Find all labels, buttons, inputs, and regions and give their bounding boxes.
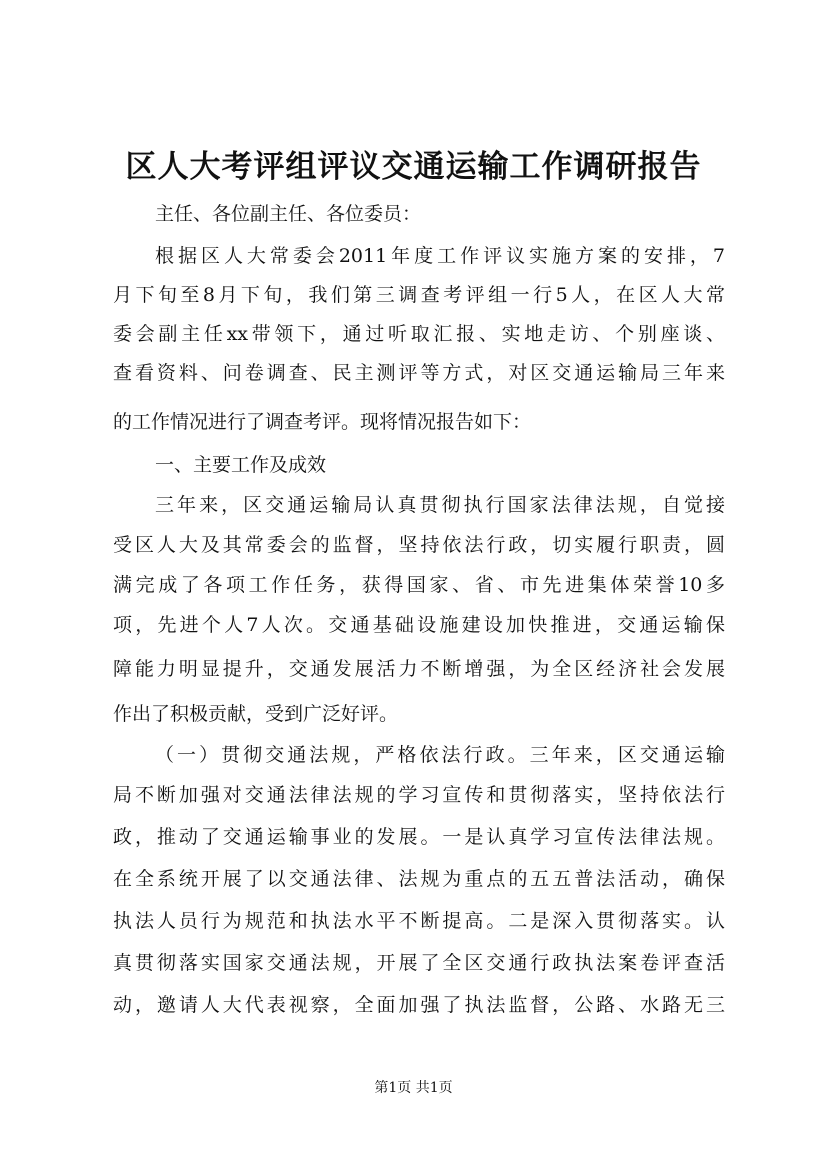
body-line: 的工作情况进行了调查考评。现将情况报告如下： bbox=[113, 411, 532, 433]
body-line: 作出了积极贡献，受到广泛好评。 bbox=[113, 703, 399, 725]
page-footer: 第1页 共1页 bbox=[374, 1080, 453, 1096]
body-line: 三年来，区交通运输局认真贯彻执行国家法律法规，自觉接 bbox=[155, 494, 725, 516]
body-line: 根据区人大常委会2011年度工作评议实施方案的安排，7 bbox=[155, 245, 725, 267]
body-line: 项，先进个人7人次。交通基础设施建设加快推进，交通运输保 bbox=[113, 614, 725, 636]
body-line: 障能力明显提升，交通发展活力不断增强，为全区经济社会发展 bbox=[113, 658, 725, 680]
section-heading: 一、主要工作及成效 bbox=[155, 454, 327, 476]
document-title: 区人大考评组评议交通运输工作调研报告 bbox=[125, 149, 702, 185]
body-line: 满完成了各项工作任务，获得国家、省、市先进集体荣誉10多 bbox=[113, 574, 725, 596]
body-line: 委会副主任xx带领下，通过听取汇报、实地走访、个别座谈、 bbox=[113, 323, 725, 345]
body-line: 受区人大及其常委会的监督，坚持依法行政，切实履行职责，圆 bbox=[113, 534, 725, 556]
body-line: 政，推动了交通运输事业的发展。一是认真学习宣传法律法规。 bbox=[113, 826, 725, 848]
subsection-line: （一）贯彻交通法规，严格依法行政。三年来，区交通运输 bbox=[155, 744, 725, 766]
body-line: 动，邀请人大代表视察，全面加强了执法监督，公路、水路无三 bbox=[113, 994, 725, 1016]
salutation-line: 主任、各位副主任、各位委员： bbox=[155, 203, 422, 225]
body-line: 在全系统开展了以交通法律、法规为重点的五五普法活动，确保 bbox=[113, 868, 725, 890]
body-line: 执法人员行为规范和执法水平不断提高。二是深入贯彻落实。认 bbox=[113, 910, 725, 932]
body-line: 局不断加强对交通法律法规的学习宣传和贯彻落实，坚持依法行 bbox=[113, 784, 725, 806]
body-line: 真贯彻落实国家交通法规，开展了全区交通行政执法案卷评查活 bbox=[113, 952, 725, 974]
body-line: 月下旬至8月下旬，我们第三调查考评组一行5人，在区人大常 bbox=[113, 284, 725, 306]
body-line: 查看资料、问卷调查、民主测评等方式，对区交通运输局三年来 bbox=[113, 362, 725, 384]
